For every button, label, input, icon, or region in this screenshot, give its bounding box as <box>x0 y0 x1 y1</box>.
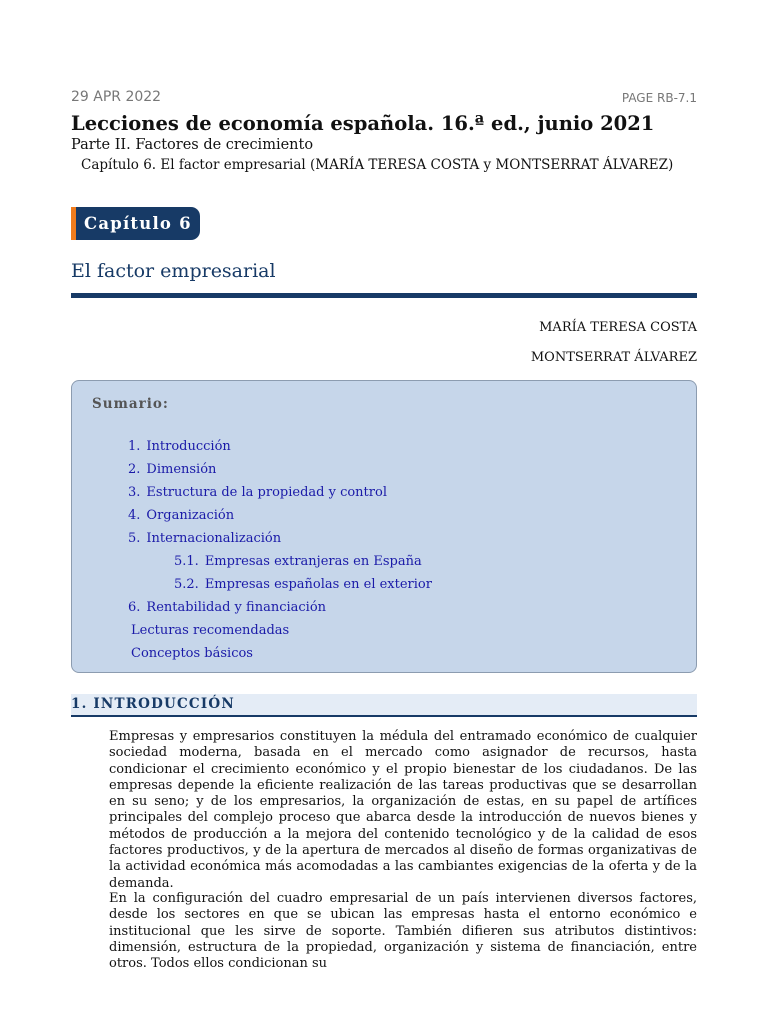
toc-link-empresas-extranjeras[interactable]: 5.1. Empresas extranjeras en España <box>174 554 422 569</box>
toc-link-rentabilidad[interactable]: 6. Rentabilidad y financiación <box>128 600 327 615</box>
toc-link-lecturas[interactable]: Lecturas recomendadas <box>131 623 290 638</box>
summary-heading: Sumario: <box>92 396 169 412</box>
chapter-subtitle: Capítulo 6. El factor empresarial (MARÍA TERESA COSTA y MONTSERRAT ÁLVAREZ) <box>81 157 674 173</box>
author-name: MONTSERRAT ÁLVAREZ <box>530 350 697 365</box>
book-title: Lecciones de economía española. 16.ª ed., junio 2021 <box>71 112 655 135</box>
toc-link-estructura-propiedad[interactable]: 3. Estructura de la propiedad y control <box>128 485 387 500</box>
toc-link-internacionalizacion[interactable]: 5. Internacionalización <box>128 531 282 546</box>
page-reference: PAGE RB-7.1 <box>621 91 697 105</box>
part-title: Parte II. Factores de crecimiento <box>71 137 314 153</box>
body-paragraph: Empresas y empresarios constituyen la médula del entramado económico de cualquier sociedad moderna, basada en el mercado como asignador de recursos, hasta condicionar el crecimiento económico y el propio bienestar de los ciudadanos. De las empresas depende la eficiente realización de las tareas productivas que se desarrollan en su seno; y de los empresarios, la organización de estas, en su papel de artífices principales del complejo proceso que abarca desde la introducción de nuevos bienes y métodos de producción a la mejora del contenido tecnológico y de la calidad de esos factores productivos, y de la apertura de mercados al diseño de formas organizativas de la actividad económica más acomodadas a las cambiantes exigencias de la oferta y de la demanda. <box>109 729 697 891</box>
page-meta-row <box>71 89 697 109</box>
print-date: 29 APR 2022 <box>71 89 162 105</box>
author-name: MARÍA TERESA COSTA <box>539 320 697 335</box>
body-paragraph: En la configuración del cuadro empresarial de un país intervienen diversos factores, desde los sectores en que se ubican las empresas hasta el entorno económico e institucional que les sirve de soporte. También difieren sus atributos distintivos: dimensión, estructura de la propiedad, organización y sistema de financiación, entre otros. Todos ellos condicionan su <box>109 891 697 972</box>
chapter-badge: Capítulo 6 <box>71 207 200 240</box>
chapter-title: El factor empresarial <box>71 260 276 282</box>
section-heading: 1. INTRODUCCIÓN <box>71 694 697 717</box>
toc-link-organizacion[interactable]: 4. Organización <box>128 508 235 523</box>
toc-link-dimension[interactable]: 2. Dimensión <box>128 462 217 477</box>
toc-link-conceptos[interactable]: Conceptos básicos <box>131 646 253 661</box>
summary-box <box>71 380 697 673</box>
title-divider <box>71 293 697 298</box>
toc-link-empresas-espanolas[interactable]: 5.2. Empresas españolas en el exterior <box>174 577 432 592</box>
toc-link-introduccion[interactable]: 1. Introducción <box>128 439 231 454</box>
